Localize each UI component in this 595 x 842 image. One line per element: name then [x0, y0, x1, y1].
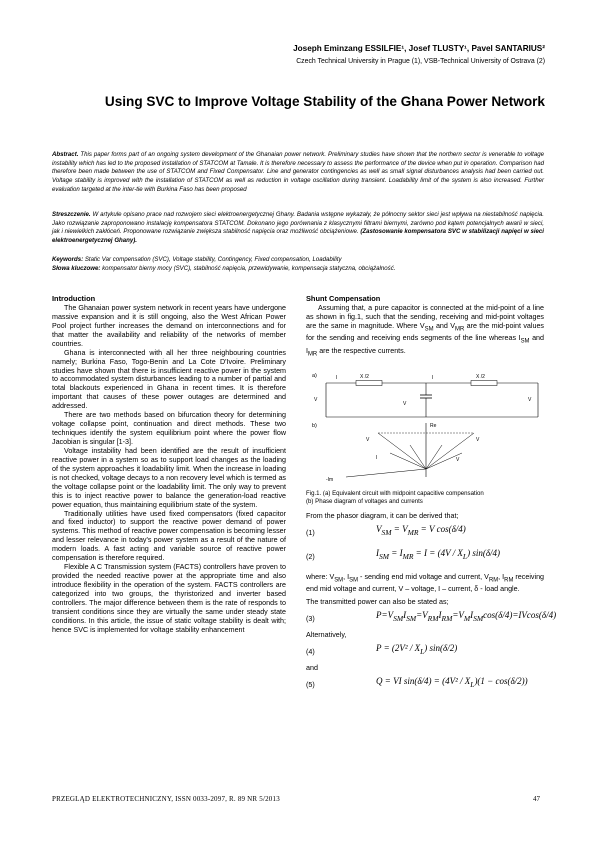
vs-label: V	[314, 396, 318, 403]
phasor-vs-label: V	[366, 436, 370, 443]
fig-label-a: a)	[312, 372, 317, 379]
figure-1-diagram	[306, 365, 544, 490]
left-column	[52, 295, 286, 635]
x2-left-label: X /2	[360, 373, 369, 380]
phasor-vr-label: V	[476, 436, 480, 443]
neg-im-axis-label: -Im	[326, 476, 334, 483]
reactance-left	[356, 380, 382, 385]
vm-label: V	[403, 400, 407, 407]
journal-footer: PRZEGLĄD ELEKTROTECHNICZNY, ISSN 0033-2097, R. 89 NR 5/2013	[52, 795, 280, 803]
keywords-pl-label: Słowa kluczowe:	[52, 264, 101, 272]
keywords	[52, 256, 544, 274]
and-text: and	[306, 664, 318, 672]
streszczenie	[52, 211, 544, 246]
paper-title: Using SVC to Improve Voltage Stability of the Ghana Power Network	[104, 94, 545, 109]
shunt-intro: Assuming that, a pure capacitor is connected at the mid-point of a line as shown in fig.1, such that the sending, receiving and mid-point voltages are the same in magnitude. Where $V_{SM}$ and $V_{MR}$ are the mid-point values for the sending and receiving ends segments of the line whereas $I_{SM}$ and $I_{MR}$ are the respective currents.	[306, 303, 544, 357]
page-number: 47	[533, 795, 540, 803]
alternatively-text: Alternatively,	[306, 631, 347, 640]
ism-label: I	[336, 374, 338, 381]
phasor-vm-label: V	[456, 456, 460, 463]
shunt-compensation-heading: Shunt Compensation	[306, 294, 381, 303]
equation-1: (1) $V_{SM} = V_{MR} = V$ cos(δ/4)	[306, 523, 466, 537]
intro-paragraph: Traditionally utilities have used fixed compensators (fixed capacitor and fixed inductor) to support the reactive power demand of power systems. This method of reactive power compensation is becoming lesser and lesser relevance in today's power system as a result of the nature of modern loads. A fast acting and variable source of reactive power compensation is therefore required.	[52, 509, 286, 563]
re-axis-label: Re	[430, 422, 437, 429]
intro-paragraph: There are two methods based on bifurcation theory for determining voltage collapse point, continuation and direct methods. These two techniques identify the system equilibrium point where the power flow Jacobian is singular [1-3].	[52, 411, 286, 446]
where-text: where: $V_{SM}$, $I_{SM}$ - sending end mid voltage and current, $V_{RM}$, $I_{RM}$ receiving end mid voltage and current, V – voltage, I – current, δ - load angle.	[306, 572, 545, 594]
x2-right-label: X /2	[476, 373, 485, 380]
equation-2: (2) $I_{SM} = I_{MR} = I = (4V / X_L)$ sin(δ/4)	[306, 547, 501, 561]
streszczenie-bold: (Zastosowanie kompensatora SVC w stabilizacji napięci w sieci elektroenergetycznej Ghany).	[52, 228, 545, 245]
streszczenie-label: Streszczenie.	[52, 211, 91, 218]
intro-paragraph: Voltage instability had been identified are the result of insufficient reactive power in a system so as to support load changes as the loading of the system approaches it loadability limit. When the increase in loading is not checked, voltage decays to a non recovery level which is termed as the voltage collapse point or the loadability limit. The only way to prevent this is to inject reactive power to balance the generation-load reactive power equation, thus maintaining equilibrium state of the system.	[52, 446, 286, 509]
abstract-text: This paper forms part of an ongoing system development of the Ghanaian power network. Preliminary studies have shown that the northern sector is venerable to voltage instability which has led to the proposed installation of STATCOM at Tamale. It is therefore necessary to assess the performance of the device when put in operation. Comparison had therefore been made between the use of STATCOM and Fixed Compensator. Line and generator contingencies as well as small signal disturbances analysis had been carried out. Voltage stability is improved with the installation of STATCOM as well as reduction in voltage oscillation during transient. Loadability limit of the system is also increased. Further evaluation targeted at the inter-tie with Burkina Faso has been proposed	[52, 151, 544, 193]
imr-label: I	[432, 374, 434, 381]
equation-5: (5) Q = VI $\sin(\delta/4) = (4V^2 / X_L)(1 - \cos(\delta/2))$	[306, 675, 528, 689]
streszczenie-text: W artykule opisano prace nad rozwojem sieci elektroenergetycznej Ghany. Badania wstępne wykazały, że północny sektor sieci jest wpływa na niestabilność napięcia. Jako rozwiązanie zaproponowano instalację kompensatora STATCOM. Dokonano jego porównania z klasycznymi filtrami biernymi, zarówno pod kątem potencjalnych awarii w sieci, jak i niewielkich zakłóceń. Proponowane rozwiązanie zwiększa stabilność napięcia oraz możliwość obciążeniowe.	[52, 211, 544, 236]
abstract	[52, 151, 544, 195]
right-column	[306, 294, 557, 697]
keywords-label: Keywords:	[52, 256, 84, 263]
fig-label-b: b)	[312, 422, 317, 429]
intro-paragraph: Ghana is interconnected with all her three neighbouring countries namely; Burkina Faso, Togo-Benin and La Cote D'Ivoire. Preliminary studies have shown that there is insufficient reactive power in the system to accommodated system disturbances leading to a number of partial and total blackouts experienced in Ghana in recent times. It is therefore important that causes of these power outages are determined and addressed.	[52, 348, 286, 411]
figure-caption: Fig.1. (a) Equivalent circuit with midpoint capacitive compensation (b) Phase diagram of voltages and currents	[306, 489, 484, 505]
keywords-pl-text: kompensator bierny mocy (SVC), stabilność napięcia, przewidywanie, kompensacja statyczna, obciążalność.	[100, 264, 396, 272]
affiliations: Czech Technical University in Prague (1), VSB-Technical University of Ostrava (2)	[296, 58, 545, 65]
abstract-label: Abstract.	[52, 151, 79, 158]
reactance-right	[471, 380, 497, 385]
derive-text: From the phasor diagram, it can be derived that;	[306, 511, 459, 520]
phasor-im-label: I	[376, 454, 378, 461]
vr-label: V	[528, 396, 532, 403]
transmitted-text: The transmitted power can also be stated as;	[306, 598, 449, 607]
introduction-heading: Introduction	[52, 294, 96, 303]
equation-3: (3) $P=V_{SM}I_{SM}=V_{RM}I_{RM}=V_MI_{SM}\cos(\delta/4)=IVcos(\delta/4)$	[306, 610, 557, 624]
keywords-text: Static Var compensation (SVC), Voltage stability, Contingency, Fixed compensation, Loadability	[83, 256, 342, 263]
intro-paragraph: Flexible A C Transmission system (FACTS) controllers have proven to provided the needed reactive power at the appropriate time and also introduce flexibility in the operation of the system. FACTS controllers are categorized into two groups, the thyristorized and inverter based controllers. The major difference between them is the rate of responds to transient conditions since they are virtually the same under steady state conditions. In this article, the issue of static voltage stability is dealt with; hence SVC is implemented for voltage stability enhancement	[52, 563, 286, 634]
equation-4: (4) $P = (2V^2 / X_L)$ sin(δ/2)	[306, 643, 458, 656]
author-list: Joseph Eminzang ESSILFIE¹, Josef TLUSTY¹, Pavel SANTARIUS²	[293, 44, 545, 53]
intro-paragraph: The Ghanaian power system network in recent years have undergone massive expansion and it is still ongoing, also the West African Power Pool project further increases the demand on interconnections and for that matter the availability and reliability of the networks of member countries.	[52, 303, 286, 348]
